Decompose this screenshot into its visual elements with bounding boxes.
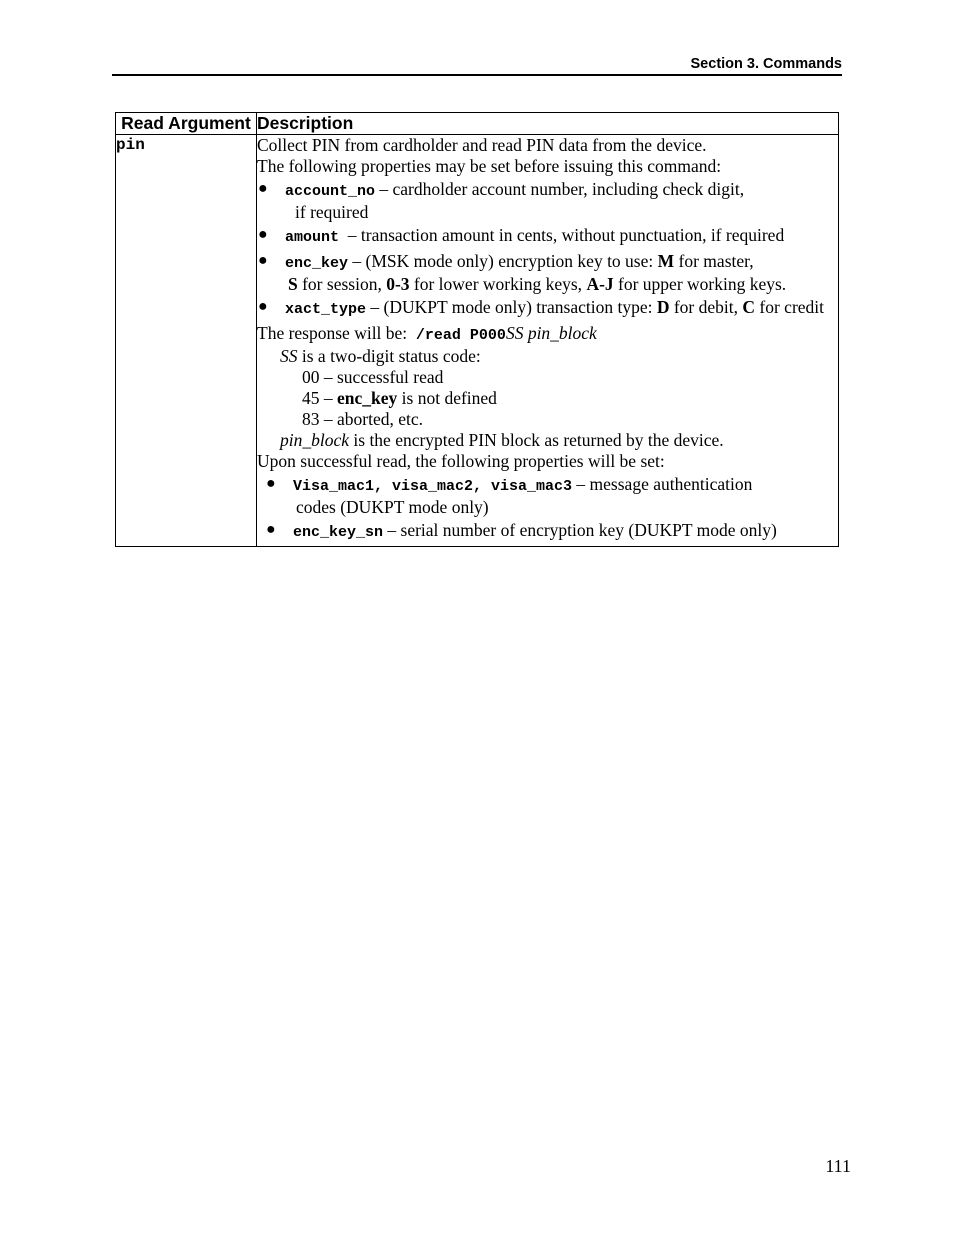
pin-block-term: pin_block bbox=[280, 430, 350, 450]
property-name: enc_key bbox=[285, 255, 349, 272]
argument-cell: pin bbox=[116, 135, 257, 547]
bullet-icon: ● bbox=[266, 475, 276, 492]
pin-block-description bbox=[257, 430, 838, 451]
property-text-continued: codes (DUKPT mode only) bbox=[296, 497, 489, 517]
property-name: enc_key_sn bbox=[293, 524, 384, 541]
property-text: – transaction amount in cents, without punctuation, if required bbox=[339, 225, 785, 245]
response-label: The response will be: bbox=[257, 323, 416, 343]
property-text-continued bbox=[285, 274, 838, 294]
property-text: for master, bbox=[674, 251, 754, 271]
header-description: Description bbox=[257, 113, 839, 135]
status-00: 00 – successful read bbox=[302, 367, 444, 387]
property-name: Visa_mac1, visa_mac2, visa_mac3 bbox=[293, 478, 573, 495]
header-read-argument: Read Argument bbox=[116, 113, 257, 135]
description-cell bbox=[257, 135, 839, 547]
section-title: Section 3. Commands bbox=[690, 56, 842, 72]
status-45 bbox=[257, 388, 838, 409]
page-number: 111 bbox=[825, 1156, 851, 1176]
property-name: xact_type bbox=[285, 301, 367, 318]
response-line bbox=[257, 323, 838, 346]
pin-block-text: is the encrypted PIN block as returned by the device. bbox=[349, 430, 724, 450]
ss-term: SS bbox=[280, 346, 298, 366]
status-code: 45 – bbox=[302, 388, 337, 408]
property-text: for upper working keys. bbox=[613, 274, 787, 294]
read-argument-table bbox=[115, 112, 839, 547]
property-text: for lower working keys, bbox=[409, 274, 587, 294]
bold-term: C bbox=[742, 297, 756, 317]
property-text: – cardholder account number, including check digit, bbox=[375, 179, 745, 199]
properties-after-list bbox=[257, 474, 838, 543]
bold-term: A-J bbox=[586, 274, 614, 294]
bullet-icon: ● bbox=[258, 252, 268, 269]
bullet-icon: ● bbox=[258, 226, 268, 243]
bold-term: M bbox=[657, 251, 675, 271]
bold-term: D bbox=[656, 297, 670, 317]
bullet-icon: ● bbox=[258, 298, 268, 315]
list-item bbox=[257, 520, 838, 543]
ss-text: is a two-digit status code: bbox=[297, 346, 481, 366]
property-text: – (MSK mode only) encryption key to use: bbox=[348, 251, 658, 271]
ss-description bbox=[257, 346, 838, 367]
list-item bbox=[257, 297, 838, 320]
list-item bbox=[257, 251, 838, 294]
bold-term: S bbox=[288, 274, 298, 294]
list-item bbox=[257, 474, 838, 517]
property-text: – message authentication bbox=[572, 474, 753, 494]
status-text: is not defined bbox=[397, 388, 497, 408]
table-header-row bbox=[116, 113, 839, 135]
property-text-continued: if required bbox=[295, 202, 369, 222]
intro-line-2: The following properties may be set before issuing this command: bbox=[257, 156, 722, 176]
response-ss: SS bbox=[505, 323, 524, 343]
upon-success-line: Upon successful read, the following properties will be set: bbox=[257, 451, 665, 471]
intro-line-1: Collect PIN from cardholder and read PIN data from the device. bbox=[257, 135, 707, 155]
table-row bbox=[116, 135, 839, 547]
running-header bbox=[112, 56, 842, 76]
list-item bbox=[257, 179, 838, 222]
property-text: for session, bbox=[297, 274, 387, 294]
bold-term: enc_key bbox=[337, 388, 398, 408]
property-text: for debit, bbox=[669, 297, 743, 317]
bullet-icon: ● bbox=[258, 180, 268, 197]
property-name: amount bbox=[285, 229, 340, 246]
property-text: – serial number of encryption key (DUKPT mode only) bbox=[383, 520, 777, 540]
property-text: for credit bbox=[755, 297, 825, 317]
properties-before-list bbox=[257, 179, 838, 320]
list-item bbox=[257, 225, 838, 248]
property-name: account_no bbox=[285, 183, 376, 200]
property-text: – (DUKPT mode only) transaction type: bbox=[366, 297, 657, 317]
status-83: 83 – aborted, etc. bbox=[302, 409, 423, 429]
bold-term: 0-3 bbox=[386, 274, 410, 294]
response-command: /read P000 bbox=[415, 327, 506, 344]
bullet-icon: ● bbox=[266, 521, 276, 538]
response-pin-block: pin_block bbox=[523, 323, 597, 343]
